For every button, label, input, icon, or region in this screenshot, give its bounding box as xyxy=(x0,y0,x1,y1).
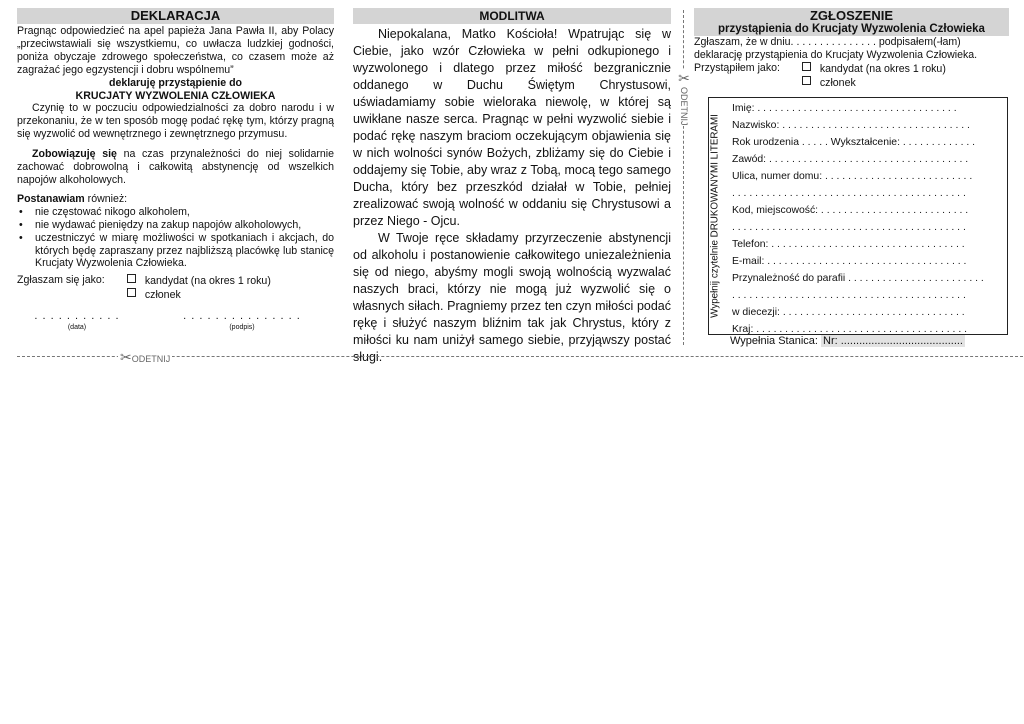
occupation-field[interactable]: Zawód: . . . . . . . . . . . . . . . . . . . . . . . . . . . . . . . . . . . xyxy=(732,154,969,165)
vertical-cut-line xyxy=(683,10,684,345)
last-name-field[interactable]: Nazwisko: . . . . . . . . . . . . . . . . . . . . . . . . . . . . . . . . . xyxy=(732,120,970,131)
stanica-number-field[interactable]: Nr: ........................................ xyxy=(823,335,963,347)
zgloszenie-line2: deklarację przystąpienia do Krucjaty Wyzwolenia Człowieka. xyxy=(694,48,978,61)
postal-city-continuation-field[interactable]: . . . . . . . . . . . . . . . . . . . . . . . . . . . . . . . . . . . . . . . . . xyxy=(732,222,966,233)
street-field[interactable]: Ulica, numer domu: . . . . . . . . . . . . . . . . . . . . . . . . . . xyxy=(732,171,973,182)
candidate-label: kandydat (na okres 1 roku) xyxy=(144,275,271,288)
vertical-cut-marker xyxy=(678,70,690,126)
zgloszenie-line1: Zgłaszam, że w dniu. . . . . . . . . . . . . . . podpisałem(-łam) xyxy=(694,36,961,48)
deklaracja-intro: Pragnąc odpowiedzieć na apel papieża Jana Pawła II, aby Polacy „przeciwstawiali się wszystkiemu, co uwłacza ludzkiej godności, poniża obyczaje zdrowego społeczeństwa, co czasem może aż zagrażać jego egzystencji i dobru wspólnemu” xyxy=(17,25,334,76)
postal-city-field[interactable]: Kod, miejscowość: . . . . . . . . . . . . . . . . . . . . . . . . . . xyxy=(732,205,969,216)
form-fields xyxy=(732,100,1004,338)
signature-label: (podpis) xyxy=(229,324,255,332)
vertical-instruction xyxy=(709,98,723,334)
parish-field[interactable]: Przynależność do parafii . . . . . . . . . . . . . . . . . . . . . . . . xyxy=(732,273,984,284)
list-item: • uczestniczyć w miarę możliwości w spotkaniach i akcjach, do których będę zapraszany przez najbliższą placówkę lub stanicę Krucjaty Wyzwolenia Człowieka. xyxy=(35,232,334,271)
modlitwa-section xyxy=(353,8,671,366)
zgloszenie-section xyxy=(694,8,1009,347)
register-as xyxy=(17,274,334,302)
phone-field[interactable]: Telefon: . . . . . . . . . . . . . . . . . . . . . . . . . . . . . . . . . . xyxy=(732,239,965,250)
first-name-field[interactable]: Imię: . . . . . . . . . . . . . . . . . . . . . . . . . . . . . . . . . . . xyxy=(732,103,957,114)
declare-line: deklaruję przystąpienie do xyxy=(108,76,243,89)
candidate-checkbox[interactable] xyxy=(802,62,811,71)
country-field[interactable]: Kraj: . . . . . . . . . . . . . . . . . . . . . . . . . . . . . . . . . . . . . xyxy=(732,324,967,335)
member-checkbox[interactable] xyxy=(127,288,136,297)
parish-continuation-field[interactable]: . . . . . . . . . . . . . . . . . . . . . . . . . . . . . . . . . . . . . . . . . xyxy=(732,290,966,301)
stanica-line xyxy=(730,335,965,348)
signature-area xyxy=(17,310,334,332)
org-name: KRUCJATY WYZWOLENIA CZŁOWIEKA xyxy=(75,89,276,102)
horizontal-cut-marker xyxy=(118,349,172,366)
member-label: członek xyxy=(819,76,856,89)
prayer-paragraph-2: W Twoje ręce składamy przyrzeczenie abstynencji od alkoholu i postanowienie całkowitego uniezależnienia się od niego, abyśmy mogli swoją wolnością wyzwalać naszych braci, którzy nie mogą już wyzwolić się o własnych siłach. Pragniemy przez ten czyn miłości podać rękę i służyć naszym bliźnim tak jak Chrystus, który z miłości ku nam uniżył samego siebie, przyjąwszy postać sługi. xyxy=(353,231,671,364)
signature-dots[interactable]: . . . . . . . . . . . . . . . xyxy=(183,310,301,323)
modlitwa-header: MODLITWA xyxy=(353,8,671,24)
list-item: • nie wydawać pieniędzy na zakup napojów alkoholowych, xyxy=(35,219,334,232)
cut-label: ODETNIJ xyxy=(131,354,171,364)
commitment-paragraph xyxy=(17,148,334,187)
candidate-checkbox[interactable] xyxy=(127,274,136,283)
diocese-field[interactable]: w diecezji: . . . . . . . . . . . . . . . . . . . . . . . . . . . . . . . . xyxy=(732,307,965,318)
scissors-icon: ✂ xyxy=(678,70,690,86)
commitment-bold: Zobowiązuję się xyxy=(32,148,117,161)
list-item: • nie częstować nikogo alkoholem, xyxy=(35,206,334,219)
email-field[interactable]: E-mail: . . . . . . . . . . . . . . . . . . . . . . . . . . . . . . . . . . . xyxy=(732,256,967,267)
personal-data-form xyxy=(708,97,1008,335)
stanica-label: Wypełnia Stanica: xyxy=(730,335,818,347)
prayer-paragraph-1: Niepokalana, Matko Kościoła! Wpatrując się w Ciebie, jako wzór Człowieka w pełni odkupionego i wyzwolonego i dlatego przez miłość bezgranicznie oddanego w Duchu Świętym Chrystusowi, uświadamiamy sobie wieloraka niewolę, w której są uwikłane nasze serca. Pragnąc w pełni wyzwolić siebie i podać rękę naszym braciom oczekującym objawienia się w nich wolności synów Bożych, zbliżamy się do Ciebie i oddajemy się Tobie, aby wraz z Tobą, mocą tego samego Ducha, który bez przeszkód działał w Tobie, pełniej zrealizować swoją wolność w oddaniu się Chrystusowi a przez Niego - Ojcu. xyxy=(353,27,671,228)
cut-label: ODETNIJ xyxy=(679,87,689,126)
deklaracja-section xyxy=(17,8,334,332)
date-label: (data) xyxy=(67,324,87,332)
commitment-text: na czas przynależności do niej solidarnie zachować dobrowolną i całkowitą abstynencję od wszelkich napojów alkoholowych. xyxy=(17,148,335,186)
scissors-icon: ✂ xyxy=(120,349,132,365)
register-label: Zgłaszam się jako: xyxy=(17,274,105,287)
street-continuation-field[interactable]: . . . . . . . . . . . . . . . . . . . . . . . . . . . . . . . . . . . . . . . . . xyxy=(732,188,966,199)
birth-year-education-field[interactable]: Rok urodzenia . . . . . Wykształcenie: . . . . . . . . . . . . . xyxy=(732,137,976,148)
resolve-text: również: xyxy=(84,192,128,205)
candidate-label: kandydat (na okres 1 roku) xyxy=(819,62,946,75)
deklaracja-para1: Czynię to w poczuciu odpowiedzialności za dobro narodu i w przekonaniu, że w ten sposób mogę podać rękę tym, którzy pragną się wyzwolić od wewnętrznego i zewnętrznego przymusu. xyxy=(17,102,334,141)
vertical-instruction-text: Wypełnij czytelnie DRUKOWANYMI LITERAMI xyxy=(709,114,721,318)
resolution-list xyxy=(17,206,334,271)
joined-as xyxy=(694,62,1009,90)
date-dots[interactable]: . . . . . . . . . . . xyxy=(34,310,120,323)
deklaracja-header: DEKLARACJA xyxy=(17,8,334,24)
joined-label: Przystąpiłem jako: xyxy=(694,61,780,74)
resolve-bold: Postanawiam xyxy=(17,192,85,205)
member-label: członek xyxy=(144,289,181,302)
zgloszenie-header: ZGŁOSZENIE xyxy=(694,8,1009,23)
zgloszenie-subheader: przystąpienia do Krucjaty Wyzwolenia Człowieka xyxy=(694,23,1009,36)
member-checkbox[interactable] xyxy=(802,76,811,85)
resolve-line xyxy=(17,193,334,206)
